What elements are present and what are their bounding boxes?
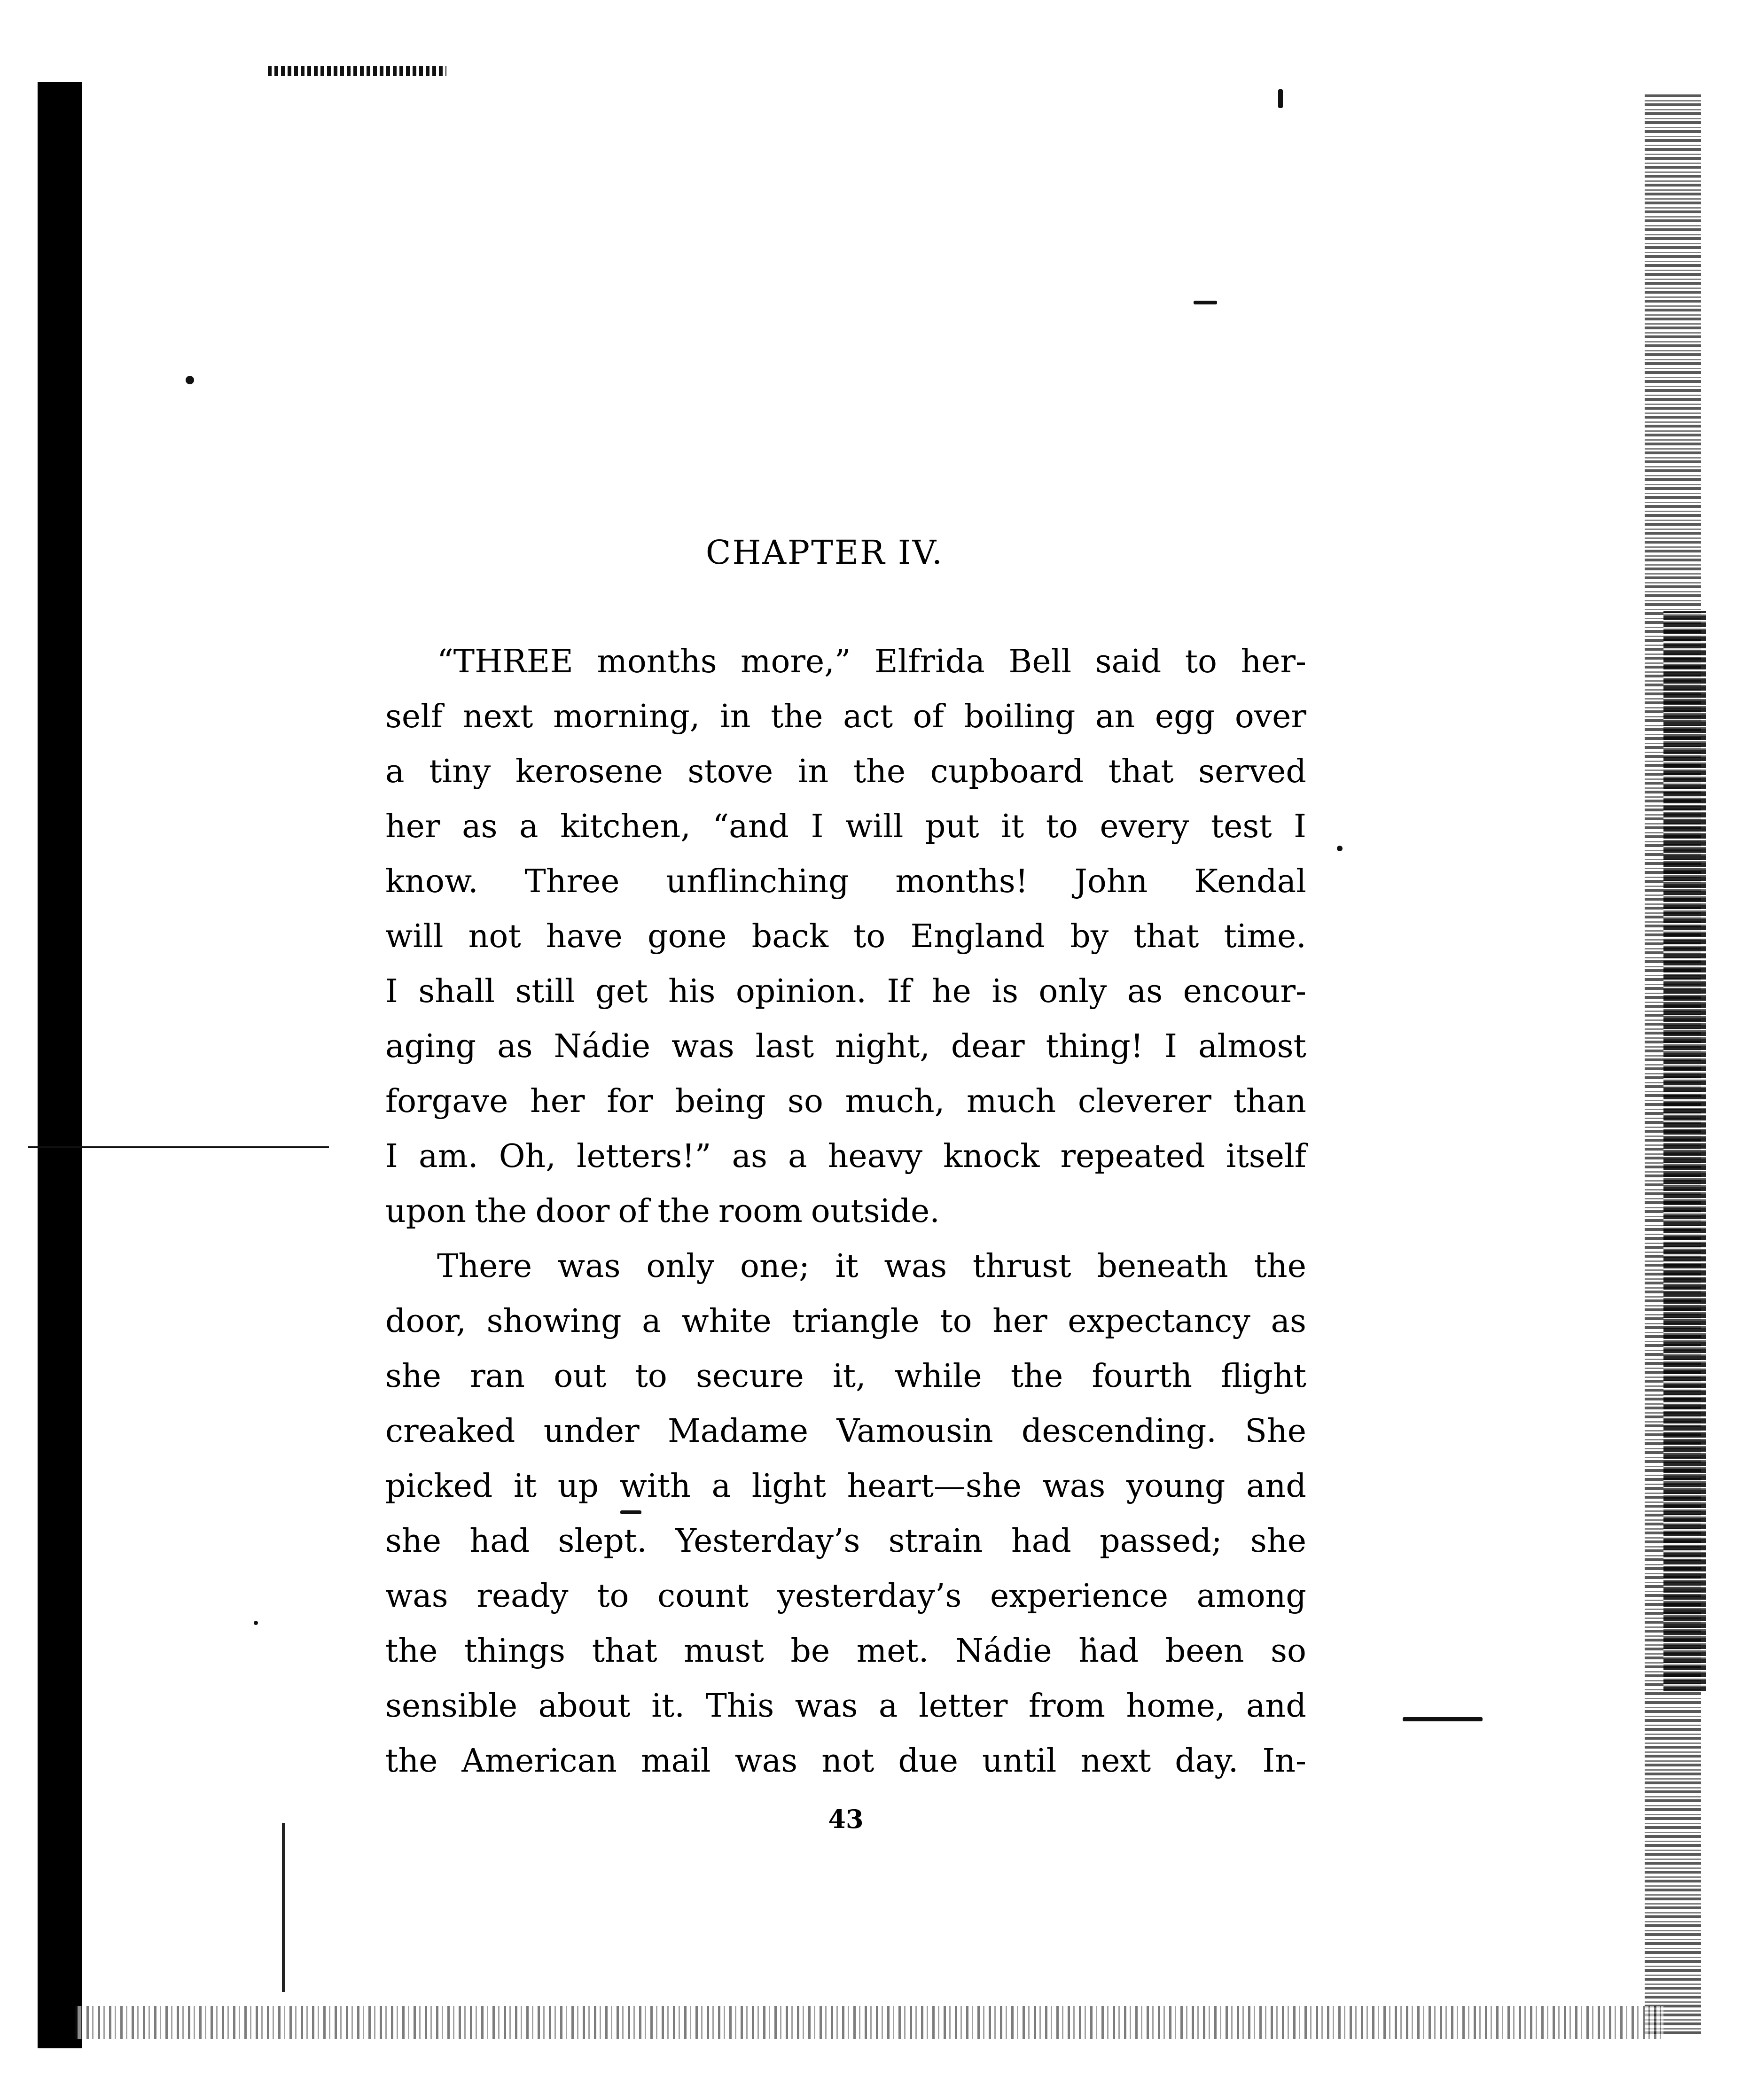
- text-line: I am. Oh, letters!” as a heavy knock repeated itself: [385, 1138, 1306, 1175]
- text-line: forgave her for being so much, much cleverer than: [385, 1083, 1306, 1120]
- text-line: will not have gone back to England by that time.: [385, 918, 1306, 955]
- text-line: upon the door of the room outside.: [385, 1193, 940, 1230]
- text-line: the American mail was not due until next day. In-: [385, 1742, 1306, 1780]
- text-line: aging as Nádie was last night, dear thing! I almost: [385, 1028, 1306, 1065]
- text-line: know. Three unflinching months! John Kendal: [385, 863, 1306, 900]
- top-scan-mark: [268, 66, 446, 76]
- text-line: sensible about it. This was a letter from home, and: [385, 1688, 1306, 1725]
- text-line: “THREE months more,” Elfrida Bell said to her-: [437, 643, 1306, 680]
- text-line: the things that must be met. Nádie had been so: [385, 1633, 1306, 1670]
- speck: [254, 1621, 258, 1625]
- speck: [1403, 1717, 1483, 1721]
- text-line: a tiny kerosene stove in the cupboard that served: [385, 753, 1306, 790]
- margin-stroke: [28, 1146, 329, 1148]
- text-line: I shall still get his opinion. If he is only as encour-: [385, 973, 1306, 1010]
- text-line: self next morning, in the act of boiling an egg over: [385, 698, 1306, 735]
- speck: [1337, 846, 1343, 851]
- page-edge-bottom: [75, 2006, 1663, 2039]
- text-line: picked it up with a light heart—she was young and: [385, 1468, 1306, 1505]
- page-number: 43: [828, 1804, 864, 1834]
- text-line: she had slept. Yesterday’s strain had passed; she: [385, 1523, 1306, 1560]
- chapter-title: CHAPTER IV.: [705, 533, 944, 572]
- text-line: was ready to count yesterday’s experience among: [385, 1578, 1306, 1615]
- text-line: creaked under Madame Vamousin descending. She: [385, 1413, 1306, 1450]
- page-edge-right-shadow: [1663, 611, 1706, 1691]
- speck: [186, 376, 194, 384]
- margin-rule: [282, 1823, 285, 1992]
- speck: [1194, 301, 1217, 304]
- text-line: her as a kitchen, “and I will put it to every test I: [385, 808, 1306, 845]
- text-line: There was only one; it was thrust beneath the: [437, 1248, 1306, 1285]
- body-text: [385, 634, 1306, 1789]
- binding-shadow: [38, 82, 82, 2048]
- text-line: door, showing a white triangle to her expectancy as: [385, 1303, 1306, 1340]
- speck: [1278, 89, 1283, 108]
- text-line: she ran out to secure it, while the fourth flight: [385, 1358, 1306, 1395]
